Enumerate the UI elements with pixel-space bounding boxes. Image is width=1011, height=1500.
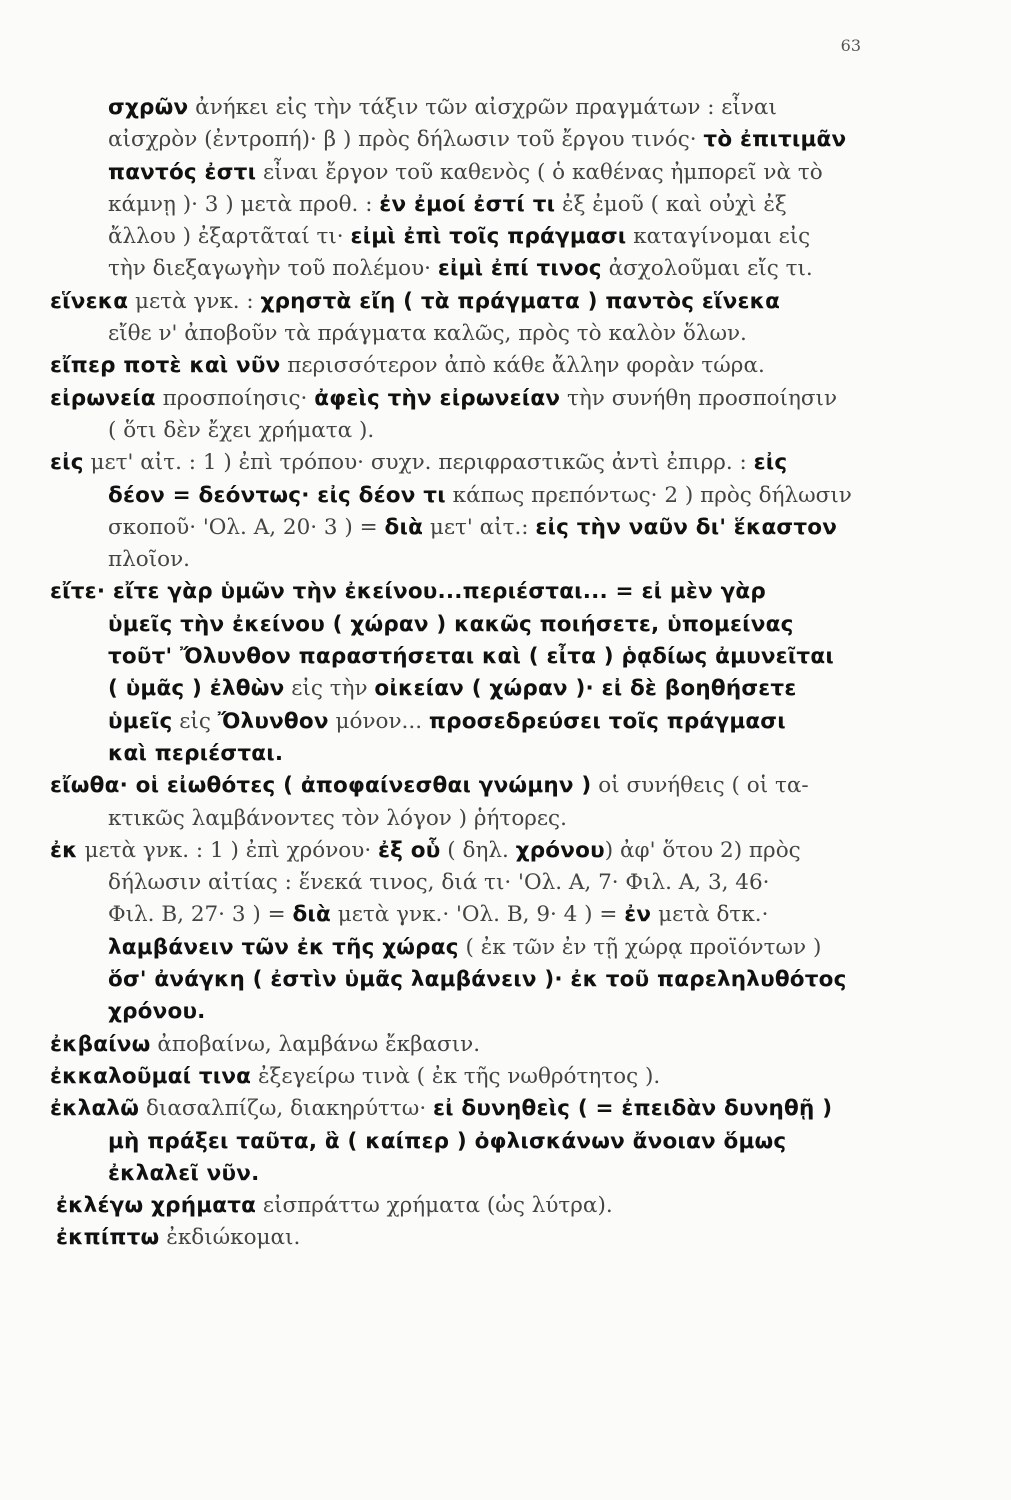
bold-term: ἐκκαλοῦμαί τινα	[50, 1063, 252, 1089]
gloss-text: κτικῶς λαμβάνοντες τὸν λόγον ) ῥήτορες.	[108, 805, 567, 831]
gloss-text: ἀσχολοῦμαι εἴς τι.	[601, 256, 813, 282]
bold-term: χρόνου	[515, 837, 605, 863]
bold-term: ἐκλαλεῖ νῦν.	[108, 1160, 260, 1186]
gloss-text: μετὰ γνκ. : 1 ) ἐπὶ χρόνου·	[77, 837, 378, 863]
bold-term: ἐν ἐμοί ἐστί τι	[379, 191, 556, 217]
bold-term: προσεδρεύσει τοῖς πράγμασι	[428, 708, 786, 734]
gloss-text: ἐξ ἐμοῦ ( καὶ οὐχὶ ἐξ	[555, 191, 787, 217]
gloss-text: οἱ συνήθεις ( οἱ τα-	[591, 773, 809, 799]
gloss-text: ( ἐκ τῶν ἐν τῇ χώρᾳ προϊόντων )	[458, 934, 822, 960]
gloss-text: ἀποβαίνω, λαμβάνω ἔκβασιν.	[150, 1031, 481, 1057]
entry-headline	[50, 286, 910, 318]
entry-line	[50, 221, 910, 253]
entry-line	[50, 544, 910, 576]
gloss-text: μετ' αἰτ.:	[423, 514, 536, 540]
bold-term: σχρῶν	[108, 95, 189, 120]
entry-line	[50, 253, 910, 285]
gloss-text: ἐκδιώκομαι.	[159, 1225, 301, 1251]
entry-headline	[50, 770, 910, 802]
entry-line	[50, 932, 910, 964]
gloss-text: μετὰ γνκ. :	[128, 288, 261, 314]
bold-term: ἐκ	[50, 837, 78, 863]
bold-term: εἰμὶ ἐπί τινος	[437, 256, 602, 282]
bold-term: εἰρωνεία	[50, 385, 156, 411]
entry-line	[50, 480, 910, 512]
gloss-text: τὴν συνήθη προσποίησιν	[560, 385, 838, 411]
bold-term: εἵνεκα	[50, 288, 129, 314]
gloss-text: πλοῖον.	[108, 547, 190, 573]
bold-term: ὅσ' ἀνάγκη ( ἐστὶν ὑμᾶς λαμβάνειν )· ἐκ τοῦ παρεληλυθότος	[108, 967, 847, 993]
bold-term: διὰ	[292, 902, 331, 928]
gloss-text: εἶναι ἔργον τοῦ καθενὸς ( ὁ καθένας ἠμπορεῖ νὰ τὸ	[256, 159, 823, 185]
gloss-text: εἴθε ν' ἀποβοῦν τὰ πράγματα καλῶς, πρὸς τὸ καλὸν ὅλων.	[108, 321, 747, 347]
entry-line	[50, 673, 910, 705]
entry-line	[50, 996, 910, 1028]
gloss-text: τὴν διεξαγωγὴν τοῦ πολέμου·	[108, 256, 438, 282]
dictionary-entries	[50, 92, 910, 1255]
entry-line	[50, 189, 910, 221]
bold-term: χρόνου.	[108, 999, 206, 1025]
bold-term: τὸ ἐπιτιμᾶν	[703, 127, 847, 153]
bold-term: εἴπερ ποτὲ καὶ νῦν	[50, 353, 281, 379]
gloss-text: μετὰ δτκ.·	[651, 902, 769, 928]
entry-headline	[50, 1061, 910, 1093]
entry-line	[50, 867, 910, 899]
bold-term: χρηστὰ εἴη ( τὰ πράγματα ) παντὸς εἵνεκα	[260, 288, 781, 314]
bold-term: εἴωθα· οἱ εἰωθότες ( ἀποφαίνεσθαι γνώμην )	[50, 773, 592, 799]
entry-line	[50, 157, 910, 189]
entry-line	[50, 641, 910, 673]
bold-term: καὶ περιέσται.	[108, 740, 284, 766]
gloss-text: ( ὅτι δὲν ἔχει χρήματα ).	[108, 417, 375, 443]
gloss-text: εἰς	[172, 708, 218, 734]
gloss-text: μετὰ γνκ.· 'Ολ. Β, 9· 4 ) =	[330, 902, 625, 928]
gloss-text: ἐξεγείρω τινὰ ( ἐκ τῆς νωθρότητος ).	[251, 1063, 661, 1089]
entry-line	[50, 706, 910, 738]
bold-term: ὑμεῖς	[108, 708, 173, 734]
gloss-text: περισσότερον ἀπὸ κάθε ἄλλην φορὰν τώρα.	[280, 353, 765, 379]
gloss-text: αἰσχρὸν (ἐντροπή)· β ) πρὸς δήλωσιν τοῦ ἔργου τινός·	[108, 127, 704, 153]
entry-line	[50, 318, 910, 350]
entry-headline	[50, 1093, 910, 1125]
bold-term: εἰς τὴν ναῦν δι' ἕκαστον	[535, 514, 838, 540]
entry-headline	[50, 1190, 910, 1222]
gloss-text: μόνον...	[328, 708, 429, 734]
gloss-text: ἀνήκει εἰς τὴν τάξιν τῶν αἰσχρῶν πραγμάτων : εἶναι	[188, 95, 777, 120]
gloss-text: ( δηλ.	[440, 837, 516, 863]
bold-term: μὴ πράξει ταῦτα, ἃ ( καίπερ ) ὀφλισκάνων ἄνοιαν ὅμως	[108, 1128, 787, 1154]
entry-line	[50, 738, 910, 770]
entry-headline	[50, 576, 910, 608]
entry-line	[50, 899, 910, 931]
gloss-text: δήλωσιν αἰτίας : ἕνεκά τινος, διά τι· 'Ολ. Α, 7· Φιλ. Α, 3, 46·	[108, 870, 770, 896]
gloss-text: κάμνῃ )· 3 ) μετὰ προθ. :	[108, 191, 380, 217]
bold-term: εἰς	[753, 450, 788, 476]
bold-term: ἐν	[624, 902, 652, 928]
bold-term: ὑμεῖς τὴν ἐκείνου ( χώραν ) κακῶς ποιήσετε, ὑπομείνας	[108, 611, 794, 637]
bold-term: διὰ	[384, 514, 424, 540]
entry-headline	[50, 383, 910, 415]
bold-term: εἴτε· εἴτε γὰρ ὑμῶν τὴν ἐκείνου...περιέσται... = εἰ μὲν γὰρ	[50, 579, 766, 605]
entry-line	[50, 124, 910, 156]
bold-term: οἰκείαν ( χώραν )· εἰ δὲ βοηθήσετε	[374, 676, 797, 702]
bold-term: ( ὑμᾶς ) ἐλθὼν	[108, 676, 285, 702]
gloss-text: διασαλπίζω, διακηρύττω·	[139, 1096, 433, 1122]
bold-term: ἐκλέγω χρήματα	[56, 1193, 257, 1219]
entry-headline	[50, 1222, 910, 1254]
bold-term: δέον = δεόντως· εἰς δέον τι	[108, 482, 446, 508]
entry-headline	[50, 447, 910, 479]
bold-term: ἐξ οὗ	[377, 837, 441, 863]
gloss-text: Φιλ. Β, 27· 3 ) =	[108, 902, 293, 928]
gloss-text: καταγίνομαι εἰς	[626, 224, 811, 250]
bold-term: παντός ἐστι	[108, 159, 257, 185]
entry-line	[50, 1126, 910, 1158]
bold-term: ἐκλαλῶ	[50, 1096, 140, 1122]
entry-headline	[50, 350, 910, 382]
bold-term: ἐκβαίνω	[50, 1031, 151, 1057]
gloss-text: εἰς τὴν	[284, 676, 375, 702]
bold-term: εἰ δυνηθεὶς ( = ἐπειδὰν δυνηθῇ )	[433, 1096, 833, 1122]
entry-headline	[50, 1029, 910, 1061]
gloss-text: κάπως πρεπόντως· 2 ) πρὸς δήλωσιν	[445, 482, 852, 508]
entry-line	[50, 803, 910, 835]
entry-line	[50, 1158, 910, 1190]
entry-line	[50, 964, 910, 996]
gloss-text: σκοποῦ· 'Ολ. Α, 20· 3 ) =	[108, 514, 385, 540]
bold-term: ἐκπίπτω	[56, 1225, 160, 1251]
entry-line	[50, 512, 910, 544]
bold-term: εἰμὶ ἐπὶ τοῖς πράγμασι	[350, 224, 627, 250]
gloss-text: προσποίησις·	[155, 385, 315, 411]
gloss-text: εἰσπράττω χρήματα (ὡς λύτρα).	[256, 1193, 613, 1219]
gloss-text: μετ' αἰτ. : 1 ) ἐπὶ τρόπου· συχν. περιφραστικῶς ἀντὶ ἐπιρρ. :	[83, 450, 754, 476]
bold-term: ἀφεὶς τὴν εἰρωνείαν	[314, 385, 561, 411]
bold-term: λαμβάνειν τῶν ἐκ τῆς χώρας	[108, 934, 459, 960]
entry-line	[50, 415, 910, 447]
bold-term: τοῦτ' Ὄλυνθον παραστήσεται καὶ ( εἶτα ) ῥᾳδίως ἀμυνεῖται	[108, 644, 834, 670]
entry-line	[50, 609, 910, 641]
page-number: 63	[840, 36, 861, 55]
gloss-text: ἄλλου ) ἐξαρτᾶταί τι·	[108, 224, 351, 250]
bold-term: εἰς	[50, 450, 84, 476]
entry-headline	[50, 835, 910, 867]
gloss-text: ) ἀφ' ὅτου 2) πρὸς	[604, 837, 801, 863]
entry-line	[50, 92, 910, 124]
bold-term: Ὄλυνθον	[217, 708, 329, 734]
